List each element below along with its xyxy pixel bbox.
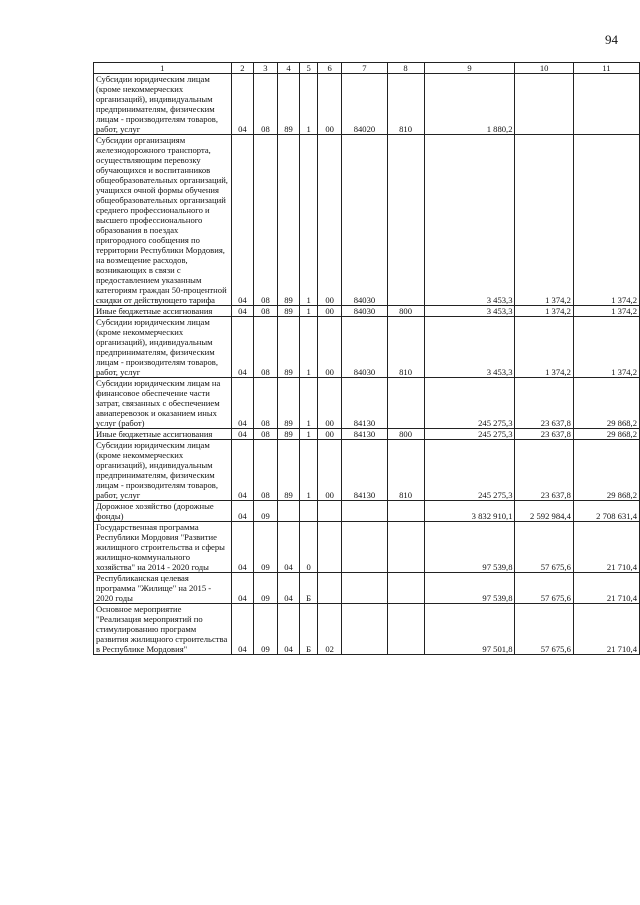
cell-c11: 21 710,4 [573,604,639,655]
cell-c5: 1 [300,74,318,135]
cell-c10 [515,74,573,135]
row-name: Субсидии юридическим лицам на финансовое обеспечение части затрат, связанных с обеспечением авиаперевозок и оказанием иных услуг (работ) [94,378,232,429]
cell-c9: 1 880,2 [424,74,515,135]
cell-c6: 00 [317,378,341,429]
cell-c7 [342,501,387,522]
budget-table [93,62,640,655]
cell-c7 [342,604,387,655]
cell-c3: 09 [254,604,278,655]
cell-c4: 89 [277,306,300,317]
col-header: 7 [342,63,387,74]
cell-c4: 89 [277,429,300,440]
header-row [94,63,640,74]
cell-c4: 89 [277,440,300,501]
cell-c6: 02 [317,604,341,655]
col-header: 8 [387,63,424,74]
cell-c4: 04 [277,522,300,573]
table-row [94,429,640,440]
cell-c3: 08 [254,429,278,440]
cell-c6: 00 [317,440,341,501]
cell-c9: 97 501,8 [424,604,515,655]
cell-c5: 1 [300,440,318,501]
cell-c8: 810 [387,317,424,378]
cell-c9: 3 453,3 [424,306,515,317]
cell-c5: 1 [300,429,318,440]
cell-c9: 245 275,3 [424,440,515,501]
cell-c4: 04 [277,573,300,604]
row-name: Дорожное хозяйство (дорожные фонды) [94,501,232,522]
cell-c9: 97 539,8 [424,573,515,604]
cell-c6: 00 [317,317,341,378]
cell-c10: 2 592 984,4 [515,501,573,522]
cell-c5: 1 [300,378,318,429]
cell-c2: 04 [231,501,254,522]
cell-c11: 1 374,2 [573,135,639,306]
cell-c11: 1 374,2 [573,317,639,378]
cell-c2: 04 [231,74,254,135]
cell-c7: 84020 [342,74,387,135]
cell-c9: 3 453,3 [424,317,515,378]
cell-c7: 84130 [342,378,387,429]
cell-c5: 1 [300,306,318,317]
col-header: 10 [515,63,573,74]
cell-c4: 89 [277,135,300,306]
cell-c11: 21 710,4 [573,573,639,604]
cell-c7: 84130 [342,429,387,440]
cell-c11: 29 868,2 [573,429,639,440]
table-row [94,501,640,522]
cell-c7: 84130 [342,440,387,501]
cell-c2: 04 [231,306,254,317]
cell-c2: 04 [231,573,254,604]
cell-c5 [300,501,318,522]
cell-c3: 09 [254,573,278,604]
cell-c10: 57 675,6 [515,573,573,604]
cell-c3: 08 [254,306,278,317]
cell-c9: 245 275,3 [424,429,515,440]
cell-c9: 3 832 910,1 [424,501,515,522]
cell-c11: 2 708 631,4 [573,501,639,522]
cell-c11: 1 374,2 [573,306,639,317]
col-header: 11 [573,63,639,74]
table-row [94,440,640,501]
cell-c10: 23 637,8 [515,440,573,501]
cell-c8 [387,604,424,655]
table-row [94,522,640,573]
col-header: 3 [254,63,278,74]
cell-c4 [277,501,300,522]
row-name: Иные бюджетные ассигнования [94,429,232,440]
cell-c10: 1 374,2 [515,306,573,317]
cell-c7 [342,573,387,604]
col-header: 2 [231,63,254,74]
cell-c8 [387,501,424,522]
cell-c6: 00 [317,135,341,306]
cell-c3: 09 [254,522,278,573]
cell-c9: 97 539,8 [424,522,515,573]
cell-c6: 00 [317,306,341,317]
page-number: 94 [605,32,618,47]
cell-c4: 89 [277,74,300,135]
row-name: Основное мероприятие "Реализация мероприятий по стимулированию программ развития жилищного строительства в Республике Мордовия" [94,604,232,655]
row-name: Государственная программа Республики Мордовия "Развитие жилищного строительства и сферы жилищно-коммунального хозяйства" на 2014 - 2020 годы [94,522,232,573]
cell-c9: 245 275,3 [424,378,515,429]
cell-c3: 08 [254,317,278,378]
cell-c7: 84030 [342,135,387,306]
cell-c3: 08 [254,74,278,135]
row-name: Республиканская целевая программа "Жилище" на 2015 - 2020 годы [94,573,232,604]
cell-c8 [387,135,424,306]
cell-c8: 810 [387,440,424,501]
row-name: Иные бюджетные ассигнования [94,306,232,317]
cell-c5: Б [300,604,318,655]
cell-c4: 04 [277,604,300,655]
cell-c6 [317,522,341,573]
cell-c2: 04 [231,135,254,306]
cell-c6: 00 [317,74,341,135]
cell-c7: 84030 [342,306,387,317]
col-header: 1 [94,63,232,74]
cell-c3: 09 [254,501,278,522]
cell-c6 [317,573,341,604]
cell-c9: 3 453,3 [424,135,515,306]
table-row [94,306,640,317]
table-row [94,135,640,306]
cell-c2: 04 [231,317,254,378]
cell-c11: 29 868,2 [573,378,639,429]
cell-c8: 800 [387,306,424,317]
cell-c7 [342,522,387,573]
cell-c7: 84030 [342,317,387,378]
cell-c11: 29 868,2 [573,440,639,501]
cell-c6 [317,501,341,522]
col-header: 6 [317,63,341,74]
table-row [94,604,640,655]
cell-c8 [387,378,424,429]
row-name: Субсидии юридическим лицам (кроме некоммерческих организаций), индивидуальным предпринимателям, физическим лицам - производителям товаров, работ, услуг [94,317,232,378]
col-header: 9 [424,63,515,74]
cell-c11 [573,74,639,135]
col-header: 5 [300,63,318,74]
cell-c2: 04 [231,604,254,655]
cell-c3: 08 [254,135,278,306]
cell-c10: 23 637,8 [515,429,573,440]
cell-c8: 810 [387,74,424,135]
cell-c4: 89 [277,378,300,429]
cell-c8: 800 [387,429,424,440]
cell-c3: 08 [254,378,278,429]
col-header: 4 [277,63,300,74]
cell-c10: 23 637,8 [515,378,573,429]
cell-c10: 57 675,6 [515,522,573,573]
cell-c4: 89 [277,317,300,378]
cell-c11: 21 710,4 [573,522,639,573]
cell-c10: 57 675,6 [515,604,573,655]
cell-c8 [387,573,424,604]
row-name: Субсидии юридическим лицам (кроме некоммерческих организаций), индивидуальным предпринимателям, физическим лицам - производителям товаров, работ, услуг [94,440,232,501]
table-row [94,317,640,378]
cell-c2: 04 [231,522,254,573]
cell-c5: 1 [300,135,318,306]
row-name: Субсидии организациям железнодорожного транспорта, осуществляющим перевозку обучающихся и воспитанников общеобразовательных организаций, учащихся очной формы обучения общеобразовательных организаций среднего профессионального и высшего профессионального образования в поездах пригородного сообщения по территории Республики Мордовия, на возмещение расходов, возникающих в связи с предоставлением указанным категориям граждан 50-процентной скидки от действующего тарифа [94,135,232,306]
row-name: Субсидии юридическим лицам (кроме некоммерческих организаций), индивидуальным предпринимателям, физическим лицам - производителям товаров, работ, услуг [94,74,232,135]
table-row [94,573,640,604]
cell-c2: 04 [231,440,254,501]
cell-c2: 04 [231,429,254,440]
cell-c10: 1 374,2 [515,317,573,378]
cell-c5: 1 [300,317,318,378]
cell-c2: 04 [231,378,254,429]
cell-c6: 00 [317,429,341,440]
cell-c10: 1 374,2 [515,135,573,306]
table-row [94,74,640,135]
cell-c5: 0 [300,522,318,573]
cell-c8 [387,522,424,573]
cell-c3: 08 [254,440,278,501]
cell-c5: Б [300,573,318,604]
table-row [94,378,640,429]
